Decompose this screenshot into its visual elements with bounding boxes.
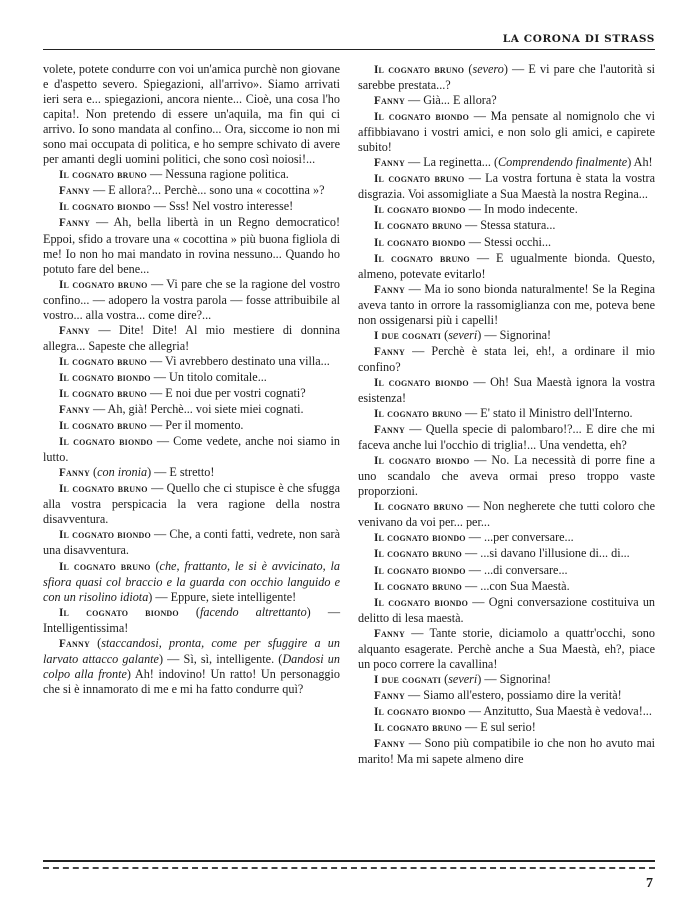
dialogue-text: — Quella specie di palombaro!?... E dire che mi faceva anche lui l'occhio di triglia!... Una vendetta, eh?	[358, 422, 655, 453]
speaker-name: Il cognato bruno	[59, 355, 147, 368]
dialogue-paragraph	[43, 527, 340, 558]
speaker-name: Il cognato bruno	[59, 420, 147, 433]
dialogue-text: — Stessi occhi...	[465, 234, 552, 249]
dialogue-paragraph	[358, 704, 655, 720]
dialogue-paragraph	[43, 323, 340, 354]
dialogue-paragraph	[43, 62, 340, 167]
dialogue-text: — Ogni conversazione costituiva un delitto di lesa maestà.	[358, 594, 656, 625]
dialogue-text: — Tante storie, diciamolo a quattr'occhi, sono alquanto esagerate. Perchè anche a Sua Maestà, eh?, piace un poco correre la cavallina!	[358, 625, 655, 671]
dialogue-paragraph	[358, 328, 655, 344]
dialogue-text: ) — Signorina!	[477, 671, 552, 686]
dialogue-paragraph	[358, 530, 655, 546]
speaker-name: Fanny	[374, 424, 405, 437]
dialogue-text: (	[89, 465, 98, 480]
dialogue-text: — La reginetta... (	[404, 155, 499, 170]
dialogue-text: — Stessa statura...	[461, 218, 556, 233]
speaker-name: Fanny	[59, 467, 90, 480]
speaker-name: Fanny	[374, 283, 405, 296]
speaker-name: Il cognato biondo	[374, 455, 470, 468]
dialogue-text: — E allora?... Perchè... sono una « cocottina »?	[89, 183, 325, 198]
stage-direction: staccandosi, pronta, come per sfuggire a un larvato attacco galante	[43, 635, 340, 666]
speaker-name: Il cognato bruno	[59, 169, 147, 182]
dialogue-paragraph	[358, 499, 655, 530]
dialogue-paragraph	[358, 251, 655, 282]
dialogue-text: — E' stato il Ministro dell'Interno.	[461, 406, 633, 421]
dialogue-paragraph	[358, 202, 655, 218]
dialogue-paragraph	[43, 199, 340, 215]
dialogue-text: — ...con Sua Maestà.	[461, 578, 570, 593]
speaker-name: Fanny	[374, 689, 405, 702]
dialogue-text: — Già... E allora?	[404, 93, 497, 108]
speaker-name: Il cognato bruno	[374, 173, 465, 186]
dialogue-text: — No. La necessità di porre fine a uno scandalo che aveva ormai preso troppo vaste proporzioni.	[358, 453, 655, 499]
dialogue-paragraph	[358, 626, 655, 672]
speaker-name: I due cognati	[374, 673, 442, 686]
speaker-name: Il cognato bruno	[374, 64, 465, 76]
dialogue-paragraph	[43, 605, 340, 636]
dialogue-paragraph	[358, 171, 655, 202]
right-column	[358, 62, 655, 767]
speaker-name: Il cognato bruno	[59, 560, 151, 573]
dialogue-text: — Ah, bella libertà in un Regno democratico! Eppoi, sfido a trovare una « cocottina » più buona figliola di me! Io non ho mai mandato in rovina nessuno... Quando ho potuto fare del bene...	[43, 215, 340, 276]
speaker-name: Il cognato biondo	[374, 564, 466, 577]
dialogue-text: — ...di conversare...	[465, 562, 568, 577]
dialogue-text: — Vi avrebbero destinato una villa...	[146, 353, 330, 368]
stage-direction: severi	[448, 671, 478, 686]
stage-direction: severi	[448, 327, 478, 342]
dialogue-text: (	[441, 327, 449, 342]
speaker-name: Il cognato bruno	[374, 548, 462, 561]
speaker-name: Fanny	[59, 185, 90, 198]
dialogue-paragraph	[358, 546, 655, 562]
dialogue-paragraph	[43, 167, 340, 183]
dialogue-paragraph	[43, 215, 340, 276]
speaker-name: Il cognato biondo	[59, 529, 151, 542]
footer-rule	[43, 860, 655, 869]
dialogue-paragraph	[358, 422, 655, 453]
running-title: LA CORONA DI STRASS	[502, 33, 655, 45]
dialogue-paragraph	[43, 354, 340, 370]
dialogue-paragraph	[358, 155, 655, 171]
dialogue-text: — E noi due per vostri cognati?	[146, 385, 306, 400]
speaker-name: Il cognato bruno	[374, 721, 462, 734]
speaker-name: Fanny	[59, 217, 90, 230]
dialogue-text: ) — Intelligentissima!	[43, 604, 341, 635]
dialogue-paragraph	[358, 235, 655, 251]
dialogue-paragraph	[43, 636, 340, 697]
dialogue-text: — La vostra fortuna è stata la vostra disgrazia. Voi assomigliate a Sua Maestà la nostra Regina...	[358, 171, 655, 202]
dialogue-text: — Oh! Sua Maestà ignora la vostra esistenza!	[358, 374, 655, 405]
dialogue-text: — In modo indecente.	[465, 202, 578, 217]
speaker-name: Fanny	[59, 637, 90, 650]
dialogue-paragraph	[43, 418, 340, 434]
speaker-name: Fanny	[374, 157, 405, 170]
dialogue-text: — Che, a conti fatti, vedrete, non sarà una disavventura.	[43, 527, 340, 558]
dialogue-text: (	[150, 558, 160, 573]
page-number: 7	[646, 876, 653, 891]
speaker-name: Il cognato biondo	[374, 532, 466, 545]
dialogue-paragraph	[43, 559, 340, 605]
dialogue-text: — Quello che ci stupisce è che sfugga alla vostra perspicacia la vera ragione della nostra disavventura.	[43, 481, 340, 527]
dialogue-paragraph	[43, 402, 340, 418]
speaker-name: Fanny	[374, 738, 405, 751]
dialogue-text: — Sss! Nel vostro interesse!	[150, 199, 294, 214]
dialogue-text: — Nessuna ragione politica.	[146, 167, 289, 182]
dialogue-paragraph	[358, 218, 655, 234]
dialogue-text: — Vi pare che se la ragione del vostro confino... — adopero la vostra parola — fosse attribuibile al vostro... alla vostra... come dire?...	[43, 276, 340, 322]
speaker-name: Il cognato bruno	[374, 220, 462, 233]
dialogue-text: ) Ah!	[627, 155, 653, 170]
stage-direction: Comprendendo finalmente	[498, 155, 628, 170]
dialogue-text: ) — Eppure, siete intelligente!	[148, 589, 297, 604]
speaker-name: Il cognato biondo	[374, 376, 469, 389]
dialogue-paragraph	[358, 595, 655, 626]
dialogue-paragraph	[358, 563, 655, 579]
speaker-name: Fanny	[59, 324, 90, 337]
dialogue-paragraph	[358, 93, 655, 109]
dialogue-text: — ...per conversare...	[465, 530, 574, 545]
speaker-name: Il cognato biondo	[374, 705, 466, 718]
dialogue-text: — Un titolo comitale...	[150, 369, 267, 384]
speaker-name: Fanny	[374, 95, 405, 108]
running-header	[43, 28, 655, 50]
speaker-name: Il cognato bruno	[59, 387, 147, 400]
speaker-name: Fanny	[374, 627, 405, 640]
dialogue-text: — Non negherete che tutti coloro che venivano da voi per... per...	[358, 499, 655, 530]
dialogue-text: ) — Sì, sì, intelligente. (	[158, 651, 283, 666]
speaker-name: Il cognato bruno	[374, 501, 464, 514]
dialogue-text: — E ugualmente bionda. Questo, almeno, potevate evitarlo!	[358, 250, 655, 281]
dialogue-paragraph	[358, 688, 655, 704]
dialogue-text: — Dite! Dite! Al mio mestiere di donnina allegra... Sapeste che allegria!	[43, 322, 340, 353]
dialogue-text: ) — E stretto!	[147, 465, 215, 480]
speaker-name: Il cognato bruno	[59, 278, 148, 291]
dialogue-paragraph	[358, 579, 655, 595]
dialogue-text: (	[178, 604, 200, 619]
dialogue-text: ) — E vi pare che l'autorità si sarebbe prestata...?	[358, 62, 655, 93]
stage-direction: che, frattanto, le si è avvicinato, la sfiora quasi col braccio e la guarda con occhio languido e con un risolino idiota	[43, 558, 340, 604]
dialogue-paragraph	[358, 672, 655, 688]
left-column	[43, 62, 340, 697]
speaker-name: Il cognato biondo	[59, 436, 153, 449]
speaker-name: Il cognato biondo	[374, 111, 470, 124]
dialogue-paragraph	[43, 386, 340, 402]
dialogue-paragraph	[358, 736, 655, 767]
dialogue-text: volete, potete condurre con voi un'amica purchè non giovane e d'aspetto severo. Spiegazioni, all'arrivo». Siamo arrivati ieri sera e... spiegazioni, ancora niente... Cioè, una cosa l'ho capita!. Non pretendo di essere un'aquila, ma fin qui ci arrivo. Io sono mandata al confino... Ora, siccome io non mi sono mai occupata di politica, e ho sempre schivato di avere per amanti degli uomini politici, che sono così noiosi!...	[43, 62, 340, 167]
dialogue-paragraph	[358, 62, 655, 93]
dialogue-text: ) — Signorina!	[477, 327, 552, 342]
speaker-name: Il cognato bruno	[374, 580, 462, 593]
dialogue-text: (	[441, 671, 449, 686]
stage-direction: severo	[472, 62, 504, 76]
dialogue-text: — Ma pensate al nomignolo che vi affibbiavano i vostri amici, e non solo gli amici, e capirete subito!	[358, 109, 656, 155]
dialogue-paragraph	[358, 344, 655, 375]
speaker-name: Il cognato bruno	[59, 483, 148, 496]
dialogue-text: ) Ah! indovino! Un ratto! Un personaggio che si è innamorato di me e mi ha fatto condurre quì?	[43, 666, 340, 696]
dialogue-paragraph	[43, 183, 340, 199]
dialogue-paragraph	[358, 406, 655, 422]
dialogue-paragraph	[43, 481, 340, 527]
dialogue-text: — ...si davano l'illusione di... di...	[461, 546, 630, 561]
speaker-name: Fanny	[59, 404, 90, 417]
dialogue-text: — E sul serio!	[461, 719, 536, 734]
dialogue-text: — Ah, già! Perchè... voi siete miei cognati.	[89, 402, 304, 417]
dialogue-text: — Ma io sono bionda naturalmente! Se la Regina aveva tanto in orrore la rassomiglianza con me, poteva bene non ossigenarsi più i capelli!	[358, 281, 655, 327]
speaker-name: Fanny	[374, 345, 405, 358]
dialogue-paragraph	[358, 109, 655, 155]
dialogue-text: — Perchè è stata lei, eh!, a ordinare il mio confino?	[358, 343, 655, 374]
header-rule	[43, 49, 655, 50]
speaker-name: Il cognato biondo	[374, 236, 466, 249]
dialogue-paragraph	[358, 282, 655, 328]
dialogue-text: — Siamo all'estero, possiamo dire la verità!	[404, 687, 622, 702]
dialogue-text: — Come vedete, anche noi siamo in lutto.	[43, 434, 340, 465]
speaker-name: Il cognato bruno	[374, 252, 470, 265]
dialogue-paragraph	[43, 277, 340, 323]
speaker-name: Il cognato biondo	[59, 371, 151, 384]
dialogue-text: (	[89, 635, 102, 650]
dialogue-text: — Per il momento.	[146, 418, 244, 433]
stage-direction: con ironia	[97, 465, 148, 480]
stage-direction: facendo altrettanto	[199, 604, 307, 619]
dialogue-paragraph	[358, 375, 655, 406]
dialogue-paragraph	[43, 370, 340, 386]
speaker-name: Il cognato biondo	[59, 201, 151, 214]
dialogue-text: (	[464, 62, 473, 76]
dialogue-paragraph	[43, 465, 340, 481]
stage-direction: Dandosi un colpo alla fronte	[43, 651, 340, 681]
speaker-name: I due cognati	[374, 329, 442, 342]
dialogue-paragraph	[358, 720, 655, 736]
dialogue-paragraph	[358, 453, 655, 499]
speaker-name: Il cognato biondo	[374, 204, 466, 217]
speaker-name: Il cognato biondo	[374, 596, 469, 609]
dialogue-text: — Sono più compatibile io che non ho avuto mai marito! Ma mi sapete almeno dire	[358, 736, 655, 767]
dialogue-text: — Anzitutto, Sua Maestà è vedova!...	[465, 703, 652, 718]
speaker-name: Il cognato biondo	[59, 606, 179, 619]
speaker-name: Il cognato bruno	[374, 408, 462, 421]
dialogue-paragraph	[43, 434, 340, 465]
